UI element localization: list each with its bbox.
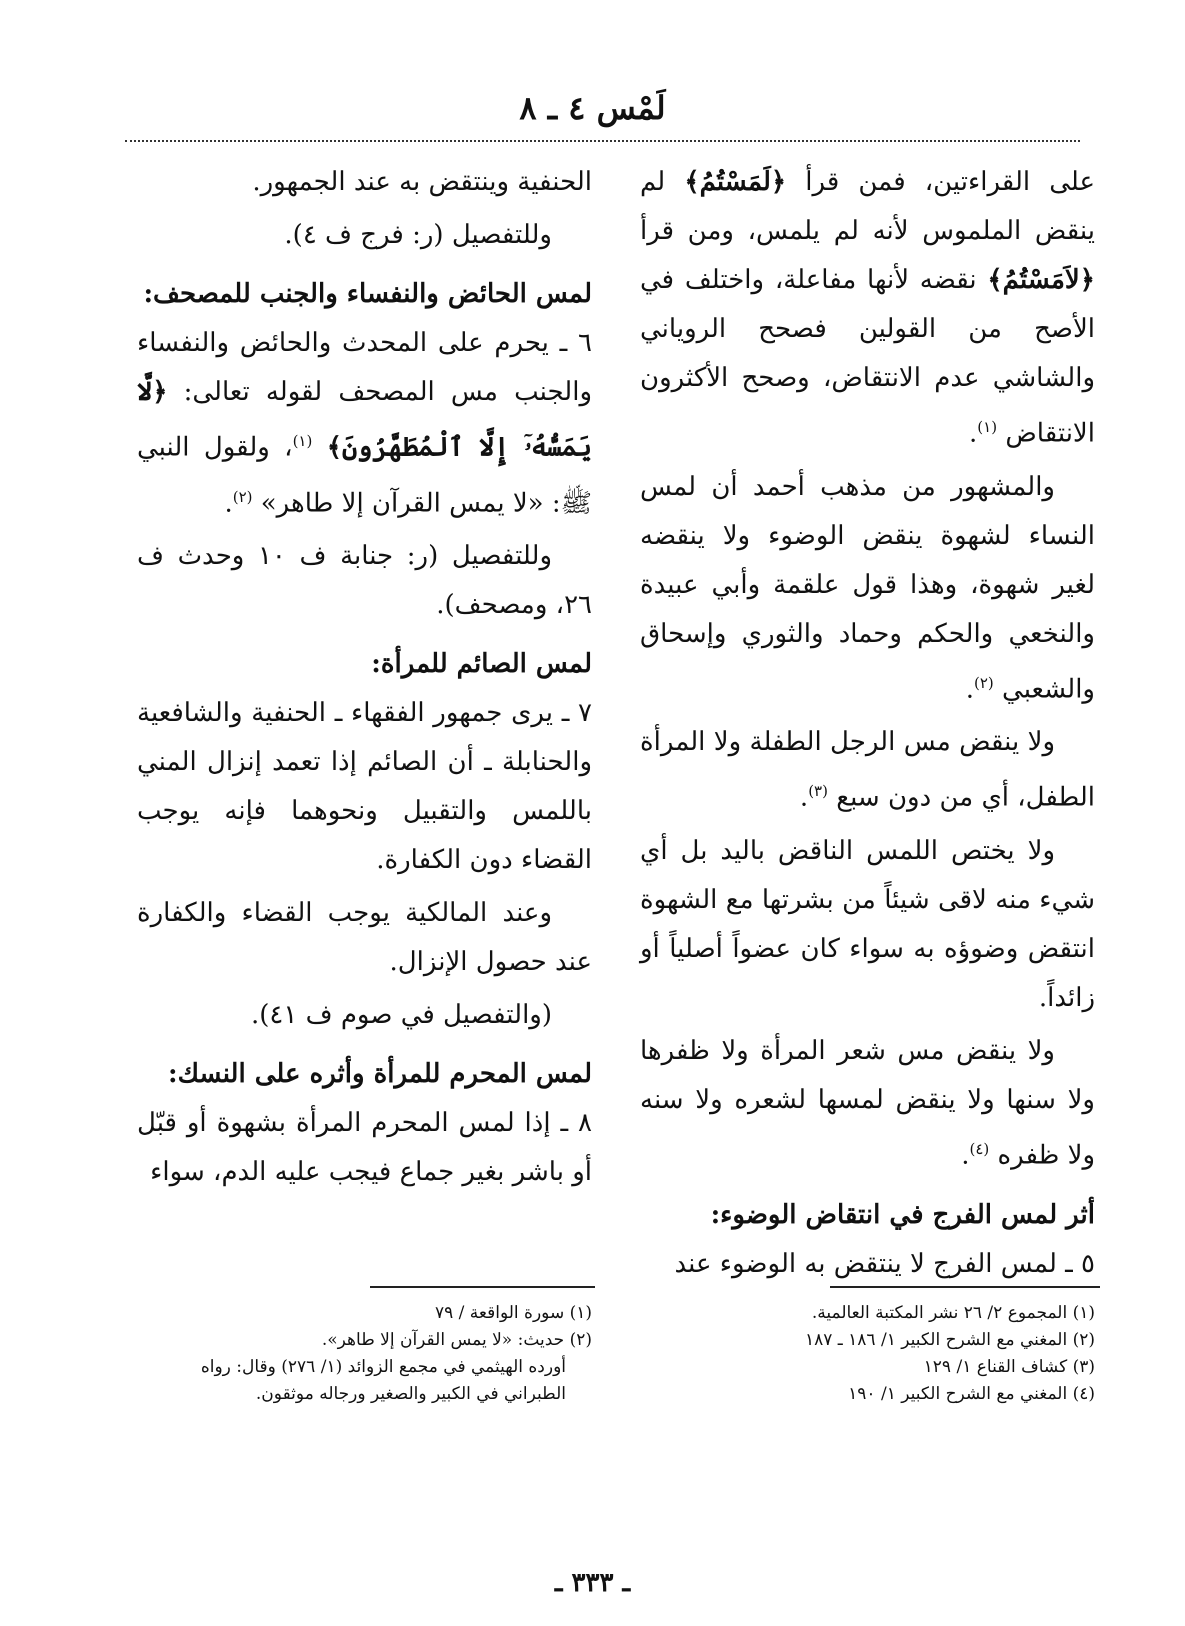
section-heading: لمس الحائض والنفساء والجنب للمصحف: — [143, 279, 592, 309]
quran-quote: ﴿لَّا يَمَسُّهُۥٓ إِلَّا ٱلْمُطَهَّرُونَ﴾ — [137, 377, 592, 463]
footnote-marker: (٢) — [232, 487, 253, 506]
punctuation: . — [961, 1140, 970, 1171]
paragraph: (والتفصيل في صوم ف ٤١). — [250, 1000, 552, 1031]
paragraph: الحنفية وينتقض به عند الجمهور. — [252, 167, 592, 197]
footnote-rule-left — [370, 1286, 595, 1288]
quran-quote: ﴿لاَمَسْتُمُ﴾ — [987, 265, 1095, 295]
punctuation: . — [969, 418, 978, 449]
paragraph: وللتفصيل (ر: جنابة ف ١٠ وحدث ف ٢٦، ومصحف). — [137, 541, 592, 621]
section-heading: لمس الصائم للمرأة: — [371, 649, 592, 680]
footnote-marker: (١) — [977, 418, 998, 436]
running-header: لَمْس ٤ ـ ٨ — [519, 89, 666, 127]
footnote: (٢) حديث: «لا يمس القرآن إلا طاهر». — [321, 1330, 592, 1350]
footnote: (١) المجموع ٢/ ٢٦ نشر المكتبة العالمية. — [811, 1303, 1095, 1323]
paragraph-text: على القراءتين، فمن قرأ — [805, 167, 1096, 197]
footnote: (٢) المغني مع الشرح الكبير ١/ ١٨٦ ـ ١٨٧ — [804, 1330, 1095, 1350]
page-number: ـ ٣٣٣ ـ — [554, 1568, 631, 1598]
footnote-marker: (٣) — [808, 782, 828, 801]
quran-quote: ﴿لَمَسْتُمُ﴾ — [684, 167, 787, 197]
paragraph-text: نقضه لأنها مفاعلة، واختلف في الأصح من القولين فصحح الروياني والشاشي عدم الانتقاض، وصحح الأكثرون الانتقاض — [640, 265, 1095, 449]
paragraph — [137, 319, 592, 528]
footnote-marker: (٤) — [969, 1139, 990, 1158]
paragraph — [640, 463, 1095, 715]
paragraph-text: ، ولقول النبي ﷺ: «لا يمس القرآن إلا طاهر» — [137, 432, 592, 519]
paragraph: وللتفصيل (ر: فرج ف ٤). — [284, 220, 552, 250]
footnote: (٤) المغني مع الشرح الكبير ١/ ١٩٠ — [848, 1384, 1095, 1404]
left-column — [137, 158, 592, 1201]
paragraph-text: لم ينقض الملموس لأنه لم يلمس، ومن قرأ — [640, 167, 1095, 246]
header-dotted-rule — [125, 140, 1080, 142]
footnote: (٣) كشاف القناع ١/ ١٢٩ — [923, 1357, 1095, 1377]
paragraph — [640, 718, 1095, 823]
paragraph-text: ولا ينقض مس شعر المرأة ولا ظفرها ولا سنها ولا ينقض لمسها لشعره ولا سنه ولا ظفره — [640, 1035, 1095, 1171]
paragraph-text: ٦ ـ يحرم على المحدث والحائض والنفساء والجنب مس المصحف لقوله تعالى: — [137, 328, 592, 407]
paragraph-text: والمشهور من مذهب أحمد أن لمس النساء لشهوة ينقض الوضوء ولا ينقضه لغير شهوة، وهذا قول علقمة وأبي عبيدة والنخعي والحكم وحماد والثوري وإسحاق والشعبي — [640, 471, 1095, 705]
paragraph — [640, 1027, 1095, 1181]
paragraph-text: ولا ينقض مس الرجل الطفلة ولا المرأة الطفل، أي من دون سبع — [640, 727, 1095, 813]
section-heading: لمس المحرم للمرأة وأثره على النسك: — [168, 1059, 592, 1090]
right-column — [640, 158, 1095, 1293]
footnote-marker: (٢) — [973, 673, 994, 692]
footnote-rule-right — [830, 1286, 1100, 1288]
footnotes-right — [640, 1300, 1095, 1408]
paragraph: وعند المالكية يوجب القضاء والكفارة عند حصول الإنزال. — [137, 898, 592, 978]
footnote: (١) سورة الواقعة / ٧٩ — [434, 1303, 592, 1323]
punctuation: . — [224, 488, 233, 519]
punctuation: . — [965, 674, 974, 705]
paragraph: ولا يختص اللمس الناقض باليد بل أي شيء منه لاقى شيئاً من بشرتها مع الشهوة انتقض وضوؤه به سواء كان عضواً أصلياً أو زائداً. — [640, 835, 1095, 1013]
paragraph: ٥ ـ لمس الفرج لا ينتقض به الوضوء عند — [674, 1248, 1095, 1279]
paragraph: ٧ ـ يرى جمهور الفقهاء ـ الحنفية والشافعية والحنابلة ـ أن الصائم إذا تعمد إنزال المني باللمس والتقبيل ونحوهما فإنه يوجب القضاء دون الكفارة. — [137, 698, 592, 876]
section-heading: أثر لمس الفرج في انتقاض الوضوء: — [710, 1199, 1095, 1230]
paragraph — [640, 158, 1095, 459]
footnote-marker: (١) — [292, 432, 313, 450]
paragraph: ٨ ـ إذا لمس المحرم المرأة بشهوة أو قبّل أو باشر بغير جماع فيجب عليه الدم، سواء — [137, 1108, 592, 1188]
footnote-continuation: أورده الهيثمي في مجمع الزوائد (١/ ٢٧٦) وقال: رواه الطبراني في الكبير والصغير ورجاله موثقون. — [200, 1357, 566, 1404]
footnotes-left — [137, 1300, 592, 1408]
punctuation: . — [799, 782, 809, 813]
